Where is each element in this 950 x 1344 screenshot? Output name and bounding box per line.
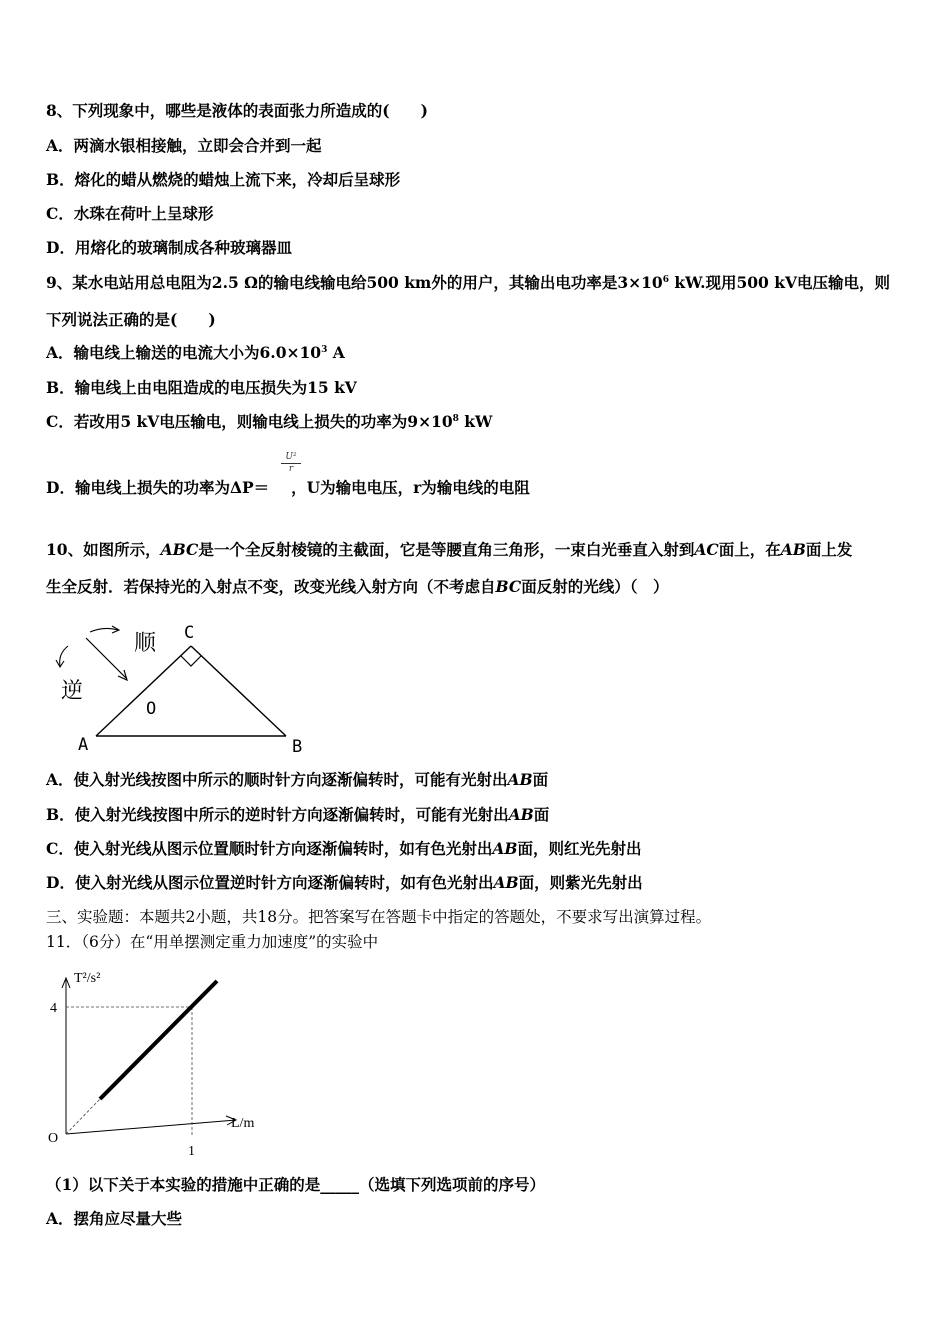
q9-option-a: A．输电线上输送的电流大小为$6.0\times 10^3$ A bbox=[46, 343, 345, 362]
prism-side-ac bbox=[96, 646, 191, 736]
t2-l-graph bbox=[40, 962, 280, 1162]
q8-option-b: B．熔化的蜡从燃烧的蜡烛上流下来，冷却后呈球形 bbox=[46, 170, 401, 189]
label-a: A bbox=[78, 735, 89, 755]
q8-option-a: A．两滴水银相接触，立即会合并到一起 bbox=[46, 136, 322, 155]
q10-option-b: B．使入射光线按图中所示的逆时针方向逐渐偏转时，可能有光射出AB面 bbox=[46, 805, 550, 824]
q11-option-a: A．摆角应尽量大些 bbox=[46, 1209, 183, 1228]
right-angle-mark bbox=[181, 656, 201, 666]
q8-option-c: C．水珠在荷叶上呈球形 bbox=[46, 204, 214, 223]
prism-side-bc bbox=[191, 646, 286, 736]
q10-option-d: D．使入射光线从图示位置逆时针方向逐渐偏转时，如有色光射出AB面，则紫光先射出 bbox=[46, 873, 643, 892]
y-tick-4: 4 bbox=[50, 1001, 57, 1016]
label-b: B bbox=[292, 737, 303, 757]
x-tick-1: 1 bbox=[188, 1144, 195, 1159]
label-counterclockwise: 逆 bbox=[61, 679, 84, 704]
q11-stem: 11．（6分）在“用单摆测定重力加速度”的实验中 bbox=[46, 933, 379, 951]
x-axis bbox=[66, 1120, 236, 1134]
q9-option-d: D．输电线上损失的功率为ΔP＝ ，U为输电电压，r为输电线的电阻 bbox=[46, 478, 530, 497]
counterclockwise-arrow bbox=[60, 646, 68, 666]
q10-option-a: A．使入射光线按图中所示的顺时针方向逐渐偏转时，可能有光射出AB面 bbox=[46, 770, 549, 789]
origin-label: O bbox=[48, 1131, 59, 1146]
label-c: C bbox=[184, 623, 195, 643]
q9-stem-line1: 9、某水电站用总电阻为2.5 Ω的输电线输电给500 km外的用户，其输出电功率是$3\times 10^6$ kW.现用500 kV电压输电，则 bbox=[46, 273, 890, 292]
incident-ray bbox=[86, 638, 126, 678]
x-axis-label: L/m bbox=[231, 1116, 255, 1131]
label-clockwise: 顺 bbox=[134, 631, 157, 656]
label-o: O bbox=[146, 699, 157, 719]
q9-fraction: $\frac{\text{U²}}{r}$ bbox=[281, 452, 301, 475]
q10-stem-line2: 生全反射．若保持光的入射点不变，改变光线入射方向（不考虑自BC面反射的光线）（ ） bbox=[46, 577, 669, 596]
section3-heading: 三、实验题：本题共2小题，共18分。把答案写在答题卡中指定的答题处，不要求写出演算过程。 bbox=[46, 908, 712, 926]
q9-option-c: C．若改用5 kV电压输电，则输电线上损失的功率为$9\times 10^8$ kW bbox=[46, 412, 493, 431]
y-axis-label: T²/s² bbox=[74, 971, 101, 986]
origin-extension bbox=[66, 1099, 100, 1134]
clockwise-arrow bbox=[90, 628, 118, 632]
q10-option-c: C．使入射光线从图示位置顺时针方向逐渐偏转时，如有色光射出AB面，则红光先射出 bbox=[46, 839, 642, 858]
prism-figure bbox=[46, 618, 316, 758]
q8-stem: 8、下列现象中，哪些是液体的表面张力所造成的( ) bbox=[46, 101, 428, 120]
q9-stem-line2: 下列说法正确的是( ) bbox=[46, 310, 216, 329]
q9-option-b: B．输电线上由电阻造成的电压损失为15 kV bbox=[46, 378, 357, 397]
data-line bbox=[100, 981, 217, 1099]
q10-stem-line1: 10、如图所示，ABC是一个全反射棱镜的主截面，它是等腰直角三角形，一束白光垂直入射到AC面上，在AB面上发 bbox=[46, 540, 853, 559]
q8-option-d: D．用熔化的玻璃制成各种玻璃器皿 bbox=[46, 238, 292, 257]
q11-sub1: （1）以下关于本实验的措施中正确的是_____（选填下列选项前的序号） bbox=[46, 1175, 546, 1194]
